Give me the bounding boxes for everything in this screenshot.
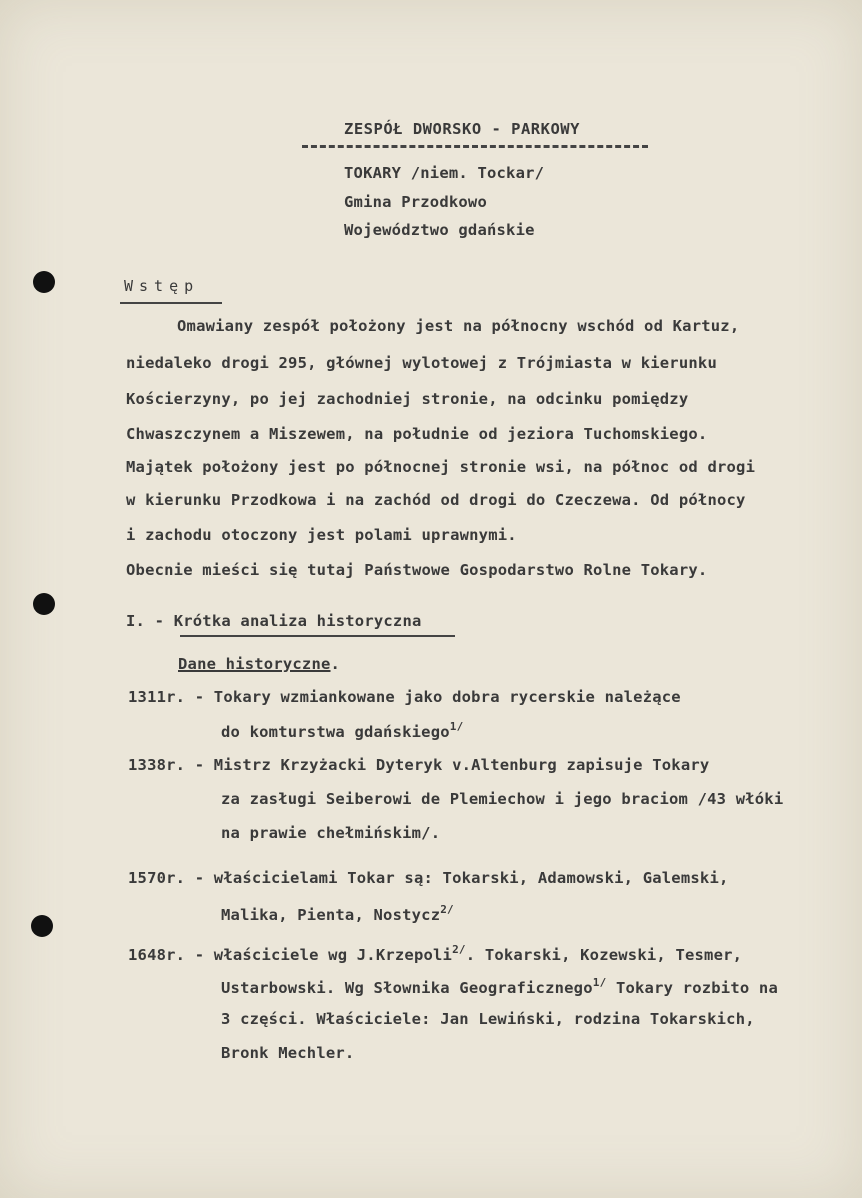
section-number: I. - — [126, 612, 165, 630]
intro-heading: Wstęp — [124, 277, 200, 295]
entry-1311-line — [221, 720, 463, 741]
section-heading — [126, 612, 422, 630]
entry-1648-line — [128, 943, 742, 964]
punch-hole-bottom — [31, 915, 53, 937]
intro-line: Obecnie mieści się tutaj Państwowe Gospodarstwo Rolne Tokary. — [126, 561, 708, 579]
intro-line: i zachodu otoczony jest polami uprawnymi. — [126, 526, 517, 544]
intro-line: Kościerzyny, po jej zachodniej stronie, na odcinku pomiędzy — [126, 390, 689, 408]
punch-hole-middle — [33, 593, 55, 615]
subtitle-location: TOKARY /niem. Tockar/ — [344, 164, 545, 182]
entry-1648-text: Ustarbowski. Wg Słownika Geograficznego — [221, 979, 593, 997]
entry-1570-line — [221, 903, 454, 924]
intro-line: Chwaszczynem a Miszewem, na południe od jeziora Tuchomskiego. — [126, 425, 708, 443]
document-title: ZESPÓŁ DWORSKO - PARKOWY — [344, 120, 580, 138]
entry-1570-text: Malika, Pienta, Nostycz — [221, 906, 441, 924]
intro-heading-underline — [120, 302, 222, 304]
intro-line: Majątek położony jest po północnej stronie wsi, na północ od drogi — [126, 458, 756, 476]
intro-line: niedaleko drogi 295, głównej wylotowej z Trójmiasta w kierunku — [126, 354, 717, 372]
entry-1338-line: na prawie chełmińskim/. — [221, 824, 441, 842]
entry-1648-text: . Tokarski, Kozewski, Tesmer, — [465, 946, 743, 964]
footnote-ref: 1/ — [592, 976, 607, 989]
intro-line: w kierunku Przodkowa i na zachód od drogi do Czeczewa. Od północy — [126, 491, 746, 509]
title-underline — [302, 145, 648, 148]
subtitle-gmina: Gmina Przodkowo — [344, 193, 487, 211]
subtitle-voivodeship: Województwo gdańskie — [344, 221, 535, 239]
subsection-heading — [178, 655, 340, 673]
punch-hole-top — [33, 271, 55, 293]
entry-1648-line: Bronk Mechler. — [221, 1044, 355, 1062]
footnote-ref: 2/ — [452, 943, 466, 956]
entry-1311-line: 1311r. - Tokary wzmiankowane jako dobra rycerskie należące — [128, 688, 681, 706]
subsection-suffix: . — [330, 655, 341, 673]
entry-1648-text: 1648r. - właściciele wg J.Krzepoli — [128, 946, 453, 964]
entry-1338-line: za zasługi Seiberowi de Plemiechow i jego braciom /43 włóki — [221, 790, 784, 808]
footnote-ref: 1/ — [449, 720, 464, 733]
entry-1570-line: 1570r. - właścicielami Tokar są: Tokarski, Adamowski, Galemski, — [128, 869, 729, 887]
entry-1648-text: Tokary rozbito na — [606, 979, 778, 997]
section-heading-underline — [180, 635, 455, 637]
entry-1648-line — [221, 976, 778, 997]
subsection-label: Dane historyczne — [178, 655, 331, 673]
intro-line: Omawiany zespół położony jest na północny wschód od Kartuz, — [177, 317, 740, 335]
entry-1338-line: 1338r. - Mistrz Krzyżacki Dyteryk v.Altenburg zapisuje Tokary — [128, 756, 710, 774]
section-title: Krótka analiza historyczna — [173, 612, 422, 630]
footnote-ref: 2/ — [440, 903, 454, 916]
entry-1311-text: do komturstwa gdańskiego — [221, 723, 450, 741]
entry-1648-line: 3 części. Właściciele: Jan Lewiński, rodzina Tokarskich, — [221, 1010, 755, 1028]
